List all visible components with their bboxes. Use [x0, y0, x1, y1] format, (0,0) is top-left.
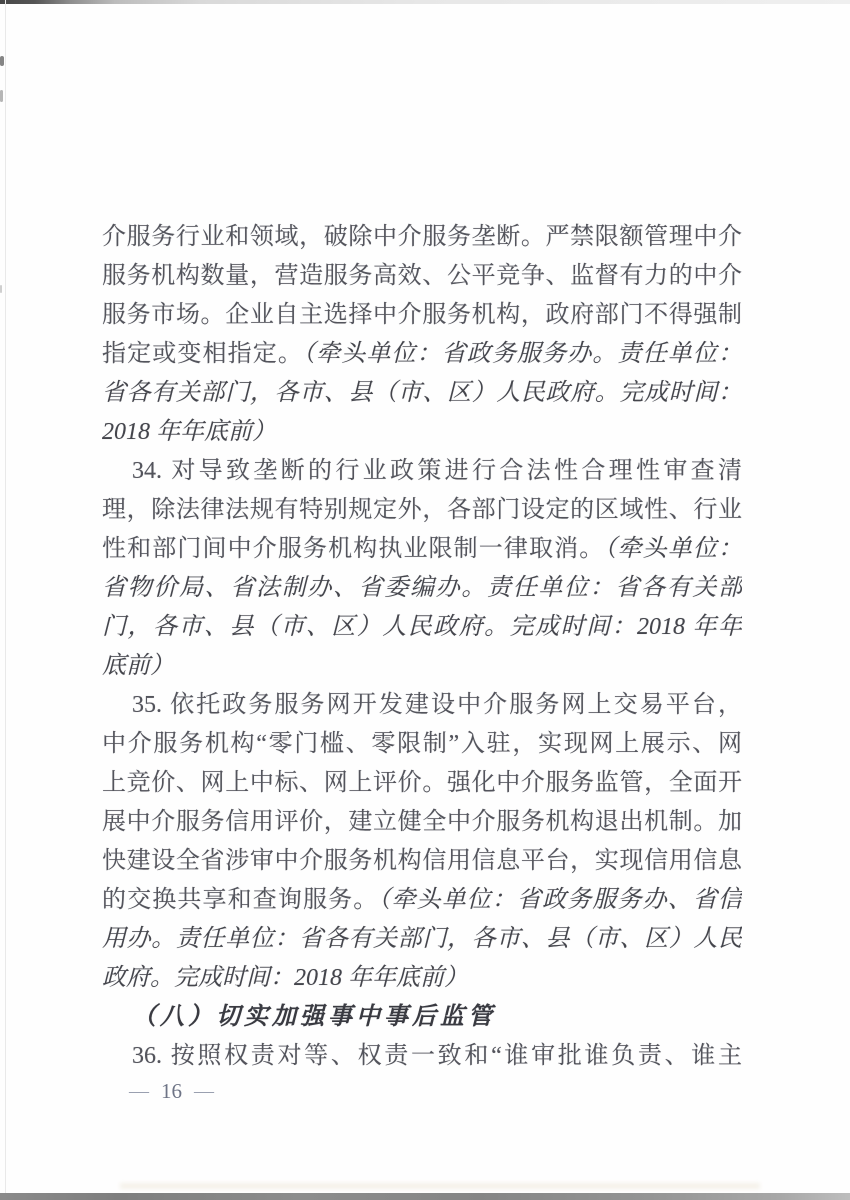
text-line — [102, 452, 742, 491]
text-line — [102, 725, 742, 764]
text-segment-song: 服务市场。企业自主选择中介服务机构，政府部门不得强制 — [102, 302, 742, 328]
text-segment-song: 快建设全省涉审中介服务机构信用信息平台，实现信用信息 — [102, 848, 742, 874]
document-text-block — [102, 218, 742, 1076]
scan-artifact-top-edge — [0, 0, 850, 4]
text-line — [102, 413, 742, 452]
text-segment-kai-bold: （八）切实加强事中事后监管 — [132, 1004, 496, 1030]
text-segment-kai: 政府。完成时间：2018 年年底前） — [102, 965, 468, 991]
text-line — [102, 374, 742, 413]
text-line — [102, 530, 742, 569]
scan-artifact-bottom-smudge — [120, 1183, 760, 1189]
text-segment-kai: 2018 年年底前） — [102, 419, 276, 445]
text-segment-kai: 用办。责任单位：省各有关部门，各市、县（市、区）人民 — [102, 926, 742, 952]
text-line — [102, 257, 742, 296]
text-segment-song: 34. 对导致垄断的行业政策进行合法性合理性审查清 — [132, 458, 742, 484]
text-line — [102, 959, 742, 998]
text-segment-song: 介服务行业和领域，破除中介服务垄断。严禁限额管理中介 — [102, 224, 742, 250]
text-segment-song: 展中介服务信用评价，建立健全中介服务机构退出机制。加 — [102, 809, 742, 835]
text-segment-kai: （牵头单位：省政务服务办。责任单位： — [302, 341, 742, 367]
text-line — [102, 842, 742, 881]
text-segment-kai: 省各有关部门，各市、县（市、区）人民政府。完成时间： — [102, 380, 742, 406]
text-segment-kai: （牵头单位：省政务服务办、省信 — [378, 887, 742, 913]
text-segment-song: 理，除法律法规有特别规定外，各部门设定的区域性、行业 — [102, 497, 742, 523]
text-line — [102, 296, 742, 335]
text-segment-kai: 门，各市、县（市、区）人民政府。完成时间：2018 年年 — [102, 614, 742, 640]
text-line — [102, 647, 742, 686]
text-line — [102, 491, 742, 530]
text-line — [102, 920, 742, 959]
text-line — [102, 803, 742, 842]
scan-artifact-bottom-edge — [0, 1193, 850, 1200]
text-line — [102, 881, 742, 920]
text-line — [102, 1037, 742, 1076]
text-segment-song: 中介服务机构“零门槛、零限制”入驻，实现网上展示、网 — [102, 731, 742, 757]
text-segment-song: 服务机构数量，营造服务高效、公平竞争、监督有力的中介 — [102, 263, 742, 289]
text-line — [102, 335, 742, 374]
text-line — [102, 218, 742, 257]
text-segment-song: 上竞价、网上中标、网上评价。强化中介服务监管，全面开 — [102, 770, 742, 796]
scan-speck — [0, 90, 3, 102]
text-segment-song: 36. 按照权责对等、权责一致和“谁审批谁负责、谁主 — [132, 1043, 742, 1069]
text-segment-song: 指定或变相指定。 — [102, 341, 303, 367]
text-line — [102, 764, 742, 803]
text-segment-kai: （牵头单位： — [604, 536, 742, 562]
text-line — [102, 998, 742, 1037]
scan-speck — [0, 56, 4, 66]
page-footer — [129, 1079, 214, 1104]
text-segment-song: 35. 依托政务服务网开发建设中介服务网上交易平台， — [132, 692, 742, 718]
scan-speck — [0, 285, 2, 293]
text-segment-kai: 省物价局、省法制办、省委编办。责任单位：省各有关部 — [102, 575, 742, 601]
text-line — [102, 569, 742, 608]
text-segment-song: 性和部门间中介服务机构执业限制一律取消。 — [102, 536, 605, 562]
text-segment-song: 的交换共享和查询服务。 — [102, 887, 379, 913]
text-segment-kai: 底前） — [102, 653, 174, 679]
footer-dash-right: — — [194, 1080, 214, 1102]
scan-artifact-left-line — [5, 0, 6, 1200]
footer-dash-left: — — [129, 1080, 149, 1102]
footer-page-number: 16 — [161, 1079, 182, 1103]
text-line — [102, 686, 742, 725]
text-line — [102, 608, 742, 647]
